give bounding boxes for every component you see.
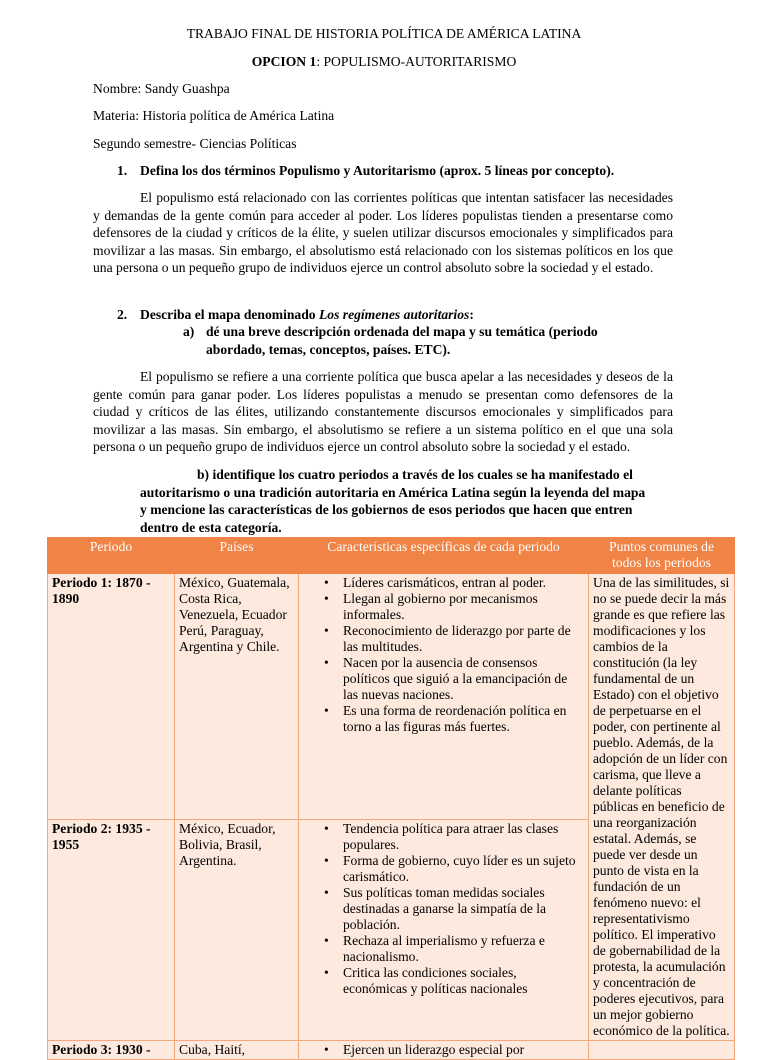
list-item: • Llegan al gobierno por mecanismos informales. [343, 591, 584, 623]
document-title: TRABAJO FINAL DE HISTORIA POLÍTICA DE AMÉRICA LATINA [186, 26, 582, 41]
list-item: • Reconocimiento de liderazgo por parte de las multitudes. [343, 623, 584, 655]
question-2-text-after: : [469, 307, 474, 322]
question-2a-line1: dé una breve descripción ordenada del mapa y su temática (periodo [206, 324, 598, 339]
option-label: OPCION 1 [251, 54, 317, 69]
option-heading [0, 53, 768, 71]
question-2-text [140, 306, 474, 324]
question-2b-line1: b) identifique los cuatro periodos a través de los cuales se ha manifestado el [197, 467, 633, 482]
list-item: • Critica las condiciones sociales, económicas y políticas nacionales [343, 965, 584, 997]
header-common-points: Puntos comunes de todos los periodos [589, 538, 735, 574]
periods-table [47, 537, 735, 1060]
list-item: • Tendencia política para atraer las clases populares. [343, 821, 584, 853]
answer-1 [93, 189, 673, 277]
characteristics-cell [299, 1041, 589, 1060]
answer-2a-text: El populismo se refiere a una corriente política que busca apelar a las necesidades y deseos de la gente común para ganar poder. Los líderes populistas a menudo se presentan como defensores de la ciudad y críticos de las élites, utilizando constantemente discursos emocionales y simplificados para movilizar a las masas. Sin embargo, el absolutismo se refiere a un sistema político en el que una sola persona o un pequeño grupo de individuos ejerce un control absoluto sobre la sociedad y el estado. [93, 369, 673, 454]
subject: Materia: Historia política de América Latina [93, 108, 335, 123]
characteristics-cell [299, 820, 589, 1041]
common-points-cell: Una de las similitudes, si no se puede decir la más grande es que refiere las modificaciones y los cambios de la constitución (la ley fundamental de un Estado) con el objetivo de perpetuarse en el poder, con pertinente al pueblo. Además, de la adopción de un líder con carisma, que lleve a delante políticas públicas en beneficio de una reorganización estatal. Además, se puede ver desde un punto de vista en la fundación de un fenómeno nuevo: el representativismo político. El imperativo de gobernabilidad de la protesta, la acumulación y concentración de poderes ejecutivos, para un mejor gobierno económico de la política. [589, 574, 735, 1041]
empty-cell [589, 1041, 735, 1060]
list-item: • Sus políticas toman medidas sociales destinadas a ganarse la simpatía de la población. [343, 885, 584, 933]
table-row [48, 1041, 735, 1060]
header-period: Periodo [48, 538, 175, 574]
question-1-number: 1. [117, 163, 128, 178]
header-characteristics: Características específicas de cada periodo [299, 538, 589, 574]
list-item: • Ejercen un liderazgo especial por [343, 1042, 584, 1058]
question-2b-line2: autoritarismo o una tradición autoritaria en América Latina según la leyenda del mapa [140, 485, 646, 500]
period-cell: Periodo 2: 1935 - 1955 [48, 820, 175, 1041]
period-cell: Periodo 3: 1930 - [48, 1041, 175, 1060]
student-name: Nombre: Sandy Guashpa [93, 81, 230, 96]
list-item: • Forma de gobierno, cuyo líder es un sujeto carismático. [343, 853, 584, 885]
list-item: • Líderes carismáticos, entran al poder. [343, 575, 584, 591]
characteristics-list [303, 821, 584, 997]
table-header-row [48, 538, 735, 574]
countries-cell: Cuba, Haití, [175, 1041, 299, 1060]
question-2b-line4: dentro de esta categoría. [140, 520, 282, 535]
table-row [48, 574, 735, 820]
semester: Segundo semestre- Ciencias Políticas [93, 136, 297, 151]
header-countries: Países [175, 538, 299, 574]
list-item: • Rechaza al imperialismo y refuerza e nacionalismo. [343, 933, 584, 965]
question-1-text: Defina los dos términos Populismo y Autoritarismo (aprox. 5 líneas por concepto). [140, 163, 615, 178]
question-2-text-before: Describa el mapa denominado [140, 307, 319, 322]
list-item: • Es una forma de reordenación política en torno a las figuras más fuertes. [343, 703, 584, 735]
question-2-number: 2. [117, 307, 128, 322]
countries-cell: México, Ecuador, Bolivia, Brasil, Argentina. [175, 820, 299, 1041]
characteristics-cell [299, 574, 589, 820]
answer-2a [93, 368, 673, 456]
option-text: : POPULISMO-AUTORITARISMO [316, 54, 517, 69]
period-cell: Periodo 1: 1870 - 1890 [48, 574, 175, 820]
characteristics-list [303, 575, 584, 735]
characteristics-list [303, 1042, 584, 1058]
question-2-map-title: Los regímenes autoritarios [319, 307, 470, 322]
list-item: • Nacen por la ausencia de consensos políticos que siguió a la emancipación de las nuevas naciones. [343, 655, 584, 703]
question-2a-label: a) [183, 324, 195, 339]
countries-cell: México, Guatemala, Costa Rica, Venezuela, Ecuador Perú, Paraguay, Argentina y Chile. [175, 574, 299, 820]
question-2a-line2: abordado, temas, conceptos, países. ETC). [206, 342, 451, 357]
answer-1-text: El populismo está relacionado con las corrientes políticas que intentan satisfacer las necesidades y demandas de la gente común para acceder al poder. Los líderes populistas tienden a presentarse como defensores de la ciudad y críticos de la élite, y suelen utilizar discursos emocionales y simplificados para movilizar a las masas. Sin embargo, el absolutismo está relacionado con los sistemas políticos en los que una persona o un pequeño grupo de individuos ejerce un control absoluto sobre la sociedad y el estado. [93, 190, 673, 275]
question-2b-line3: y mencione las características de los gobiernos de esos periodos que hacen que entren [140, 502, 633, 517]
